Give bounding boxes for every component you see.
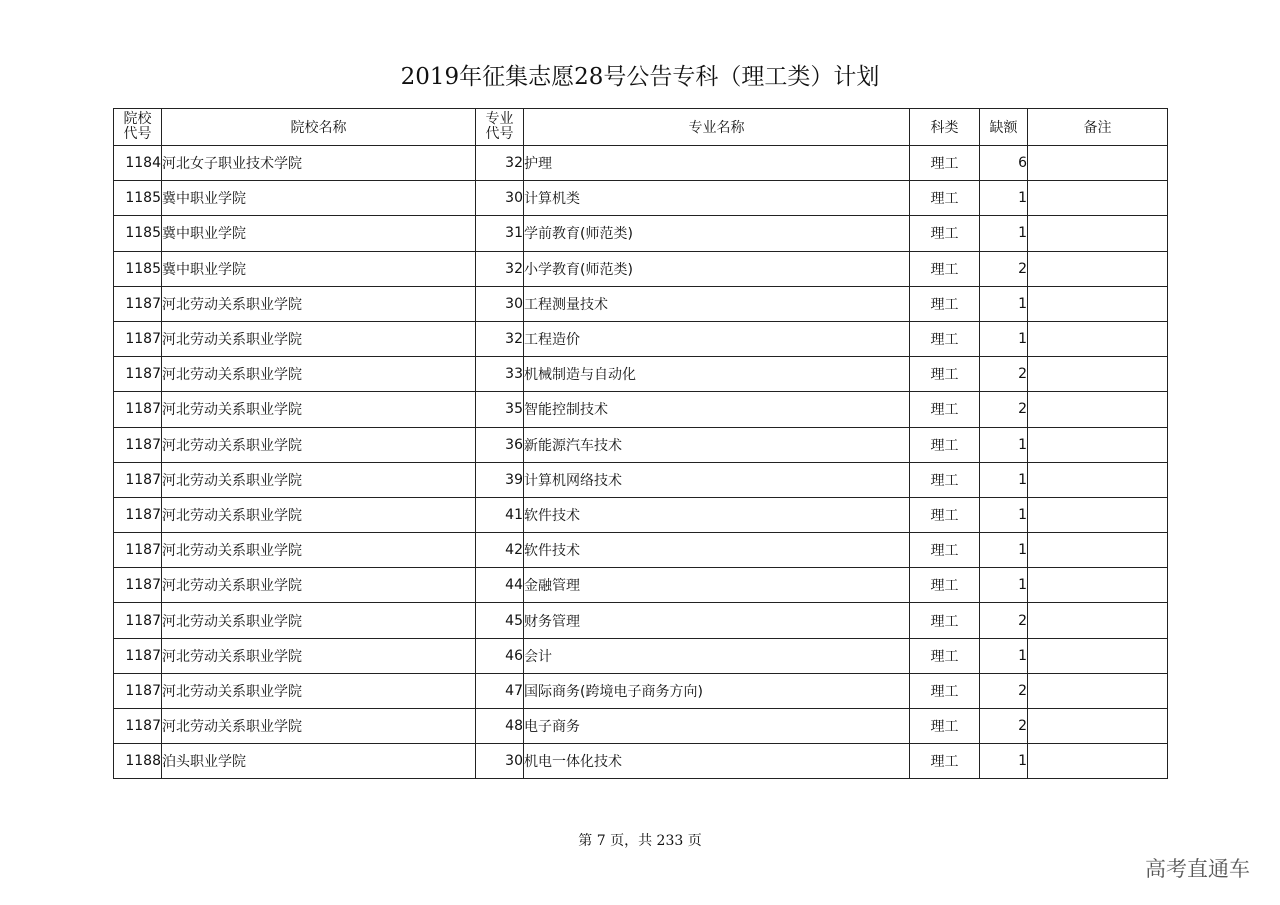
cell-school-name: 河北劳动关系职业学院 [162, 462, 476, 497]
cell-remark [1028, 533, 1168, 568]
cell-category: 理工 [910, 146, 980, 181]
cell-school-code: 1187 [114, 533, 162, 568]
table-row [114, 321, 1168, 356]
cell-major-name: 学前教育(师范类) [524, 216, 910, 251]
table-row [114, 673, 1168, 708]
cell-school-name: 河北劳动关系职业学院 [162, 286, 476, 321]
cell-category: 理工 [910, 251, 980, 286]
cell-category: 理工 [910, 744, 980, 779]
table-row [114, 251, 1168, 286]
cell-school-code: 1187 [114, 568, 162, 603]
table-row [114, 709, 1168, 744]
cell-vacancy: 1 [980, 286, 1028, 321]
cell-category: 理工 [910, 357, 980, 392]
page-title: 2019年征集志愿28号公告专科（理工类）计划 [400, 64, 880, 90]
cell-school-name: 冀中职业学院 [162, 181, 476, 216]
watermark: 高考直通车 [1145, 857, 1250, 881]
cell-major-name: 国际商务(跨境电子商务方向) [524, 673, 910, 708]
cell-major-code: 32 [476, 321, 524, 356]
cell-category: 理工 [910, 709, 980, 744]
cell-major-code: 44 [476, 568, 524, 603]
cell-major-name: 工程测量技术 [524, 286, 910, 321]
cell-category: 理工 [910, 533, 980, 568]
cell-school-name: 河北劳动关系职业学院 [162, 427, 476, 462]
cell-school-name: 泊头职业学院 [162, 744, 476, 779]
cell-school-name: 河北劳动关系职业学院 [162, 568, 476, 603]
cell-vacancy: 2 [980, 251, 1028, 286]
cell-major-code: 31 [476, 216, 524, 251]
cell-school-name: 河北劳动关系职业学院 [162, 497, 476, 532]
cell-vacancy: 2 [980, 603, 1028, 638]
cell-category: 理工 [910, 497, 980, 532]
cell-vacancy: 1 [980, 427, 1028, 462]
cell-vacancy: 1 [980, 181, 1028, 216]
table-row [114, 286, 1168, 321]
table-row [114, 497, 1168, 532]
cell-school-code: 1187 [114, 392, 162, 427]
cell-major-name: 财务管理 [524, 603, 910, 638]
header-school-name: 院校名称 [162, 109, 476, 146]
header-vacancy: 缺额 [980, 109, 1028, 146]
cell-category: 理工 [910, 286, 980, 321]
cell-major-name: 软件技术 [524, 533, 910, 568]
cell-vacancy: 1 [980, 462, 1028, 497]
cell-major-name: 金融管理 [524, 568, 910, 603]
cell-school-code: 1188 [114, 744, 162, 779]
cell-major-code: 42 [476, 533, 524, 568]
cell-vacancy: 6 [980, 146, 1028, 181]
cell-major-name: 工程造价 [524, 321, 910, 356]
cell-school-code: 1187 [114, 709, 162, 744]
cell-school-name: 冀中职业学院 [162, 251, 476, 286]
cell-category: 理工 [910, 427, 980, 462]
cell-remark [1028, 638, 1168, 673]
cell-vacancy: 1 [980, 216, 1028, 251]
cell-school-code: 1187 [114, 286, 162, 321]
cell-major-name: 计算机网络技术 [524, 462, 910, 497]
table-row [114, 462, 1168, 497]
cell-major-code: 30 [476, 181, 524, 216]
cell-category: 理工 [910, 321, 980, 356]
cell-remark [1028, 357, 1168, 392]
cell-remark [1028, 251, 1168, 286]
cell-vacancy: 1 [980, 497, 1028, 532]
cell-remark [1028, 603, 1168, 638]
table-row [114, 427, 1168, 462]
table-row [114, 533, 1168, 568]
cell-major-name: 新能源汽车技术 [524, 427, 910, 462]
table-row [114, 603, 1168, 638]
cell-major-code: 39 [476, 462, 524, 497]
cell-major-name: 护理 [524, 146, 910, 181]
cell-remark [1028, 709, 1168, 744]
cell-school-name: 河北劳动关系职业学院 [162, 357, 476, 392]
cell-remark [1028, 462, 1168, 497]
cell-vacancy: 1 [980, 568, 1028, 603]
cell-school-name: 河北劳动关系职业学院 [162, 321, 476, 356]
cell-category: 理工 [910, 462, 980, 497]
cell-vacancy: 1 [980, 638, 1028, 673]
cell-school-code: 1187 [114, 497, 162, 532]
table-row [114, 744, 1168, 779]
cell-vacancy: 2 [980, 709, 1028, 744]
table-header-row [114, 109, 1168, 146]
cell-school-name: 河北女子职业技术学院 [162, 146, 476, 181]
cell-major-name: 计算机类 [524, 181, 910, 216]
cell-school-code: 1187 [114, 427, 162, 462]
cell-school-name: 河北劳动关系职业学院 [162, 392, 476, 427]
header-school-code: 院校 代号 [114, 109, 162, 146]
cell-remark [1028, 321, 1168, 356]
cell-school-name: 河北劳动关系职业学院 [162, 638, 476, 673]
cell-school-code: 1185 [114, 216, 162, 251]
cell-category: 理工 [910, 638, 980, 673]
cell-school-code: 1187 [114, 462, 162, 497]
table-row [114, 181, 1168, 216]
cell-category: 理工 [910, 568, 980, 603]
cell-major-name: 小学教育(师范类) [524, 251, 910, 286]
table-row [114, 392, 1168, 427]
cell-major-code: 30 [476, 286, 524, 321]
cell-remark [1028, 744, 1168, 779]
cell-major-code: 32 [476, 146, 524, 181]
plan-table [113, 108, 1168, 779]
cell-school-code: 1187 [114, 638, 162, 673]
cell-school-code: 1184 [114, 146, 162, 181]
cell-remark [1028, 146, 1168, 181]
header-major-code: 专业 代号 [476, 109, 524, 146]
cell-school-name: 河北劳动关系职业学院 [162, 533, 476, 568]
header-major-name: 专业名称 [524, 109, 910, 146]
cell-remark [1028, 392, 1168, 427]
header-category: 科类 [910, 109, 980, 146]
cell-school-code: 1187 [114, 673, 162, 708]
cell-remark [1028, 497, 1168, 532]
cell-vacancy: 2 [980, 392, 1028, 427]
cell-school-name: 河北劳动关系职业学院 [162, 673, 476, 708]
cell-remark [1028, 216, 1168, 251]
cell-major-name: 智能控制技术 [524, 392, 910, 427]
cell-major-name: 机电一体化技术 [524, 744, 910, 779]
cell-school-code: 1185 [114, 251, 162, 286]
cell-major-name: 软件技术 [524, 497, 910, 532]
cell-school-code: 1185 [114, 181, 162, 216]
cell-major-code: 33 [476, 357, 524, 392]
cell-major-code: 35 [476, 392, 524, 427]
cell-remark [1028, 427, 1168, 462]
cell-school-name: 河北劳动关系职业学院 [162, 603, 476, 638]
cell-remark [1028, 673, 1168, 708]
cell-school-name: 冀中职业学院 [162, 216, 476, 251]
cell-remark [1028, 181, 1168, 216]
cell-category: 理工 [910, 181, 980, 216]
cell-major-code: 45 [476, 603, 524, 638]
table-row [114, 638, 1168, 673]
cell-school-name: 河北劳动关系职业学院 [162, 709, 476, 744]
cell-vacancy: 2 [980, 673, 1028, 708]
header-remark: 备注 [1028, 109, 1168, 146]
cell-remark [1028, 286, 1168, 321]
cell-vacancy: 1 [980, 321, 1028, 356]
cell-category: 理工 [910, 392, 980, 427]
table-row [114, 357, 1168, 392]
cell-school-code: 1187 [114, 321, 162, 356]
cell-vacancy: 2 [980, 357, 1028, 392]
cell-major-code: 30 [476, 744, 524, 779]
cell-school-code: 1187 [114, 603, 162, 638]
page-footer: 第 7 页，共 233 页 [578, 833, 702, 849]
cell-category: 理工 [910, 216, 980, 251]
table-row [114, 146, 1168, 181]
table-row [114, 216, 1168, 251]
cell-major-code: 32 [476, 251, 524, 286]
cell-category: 理工 [910, 603, 980, 638]
cell-remark [1028, 568, 1168, 603]
cell-category: 理工 [910, 673, 980, 708]
table-row [114, 568, 1168, 603]
cell-major-name: 电子商务 [524, 709, 910, 744]
cell-major-name: 会计 [524, 638, 910, 673]
cell-vacancy: 1 [980, 744, 1028, 779]
cell-major-name: 机械制造与自动化 [524, 357, 910, 392]
cell-vacancy: 1 [980, 533, 1028, 568]
cell-major-code: 47 [476, 673, 524, 708]
cell-major-code: 41 [476, 497, 524, 532]
cell-major-code: 46 [476, 638, 524, 673]
cell-school-code: 1187 [114, 357, 162, 392]
cell-major-code: 48 [476, 709, 524, 744]
cell-major-code: 36 [476, 427, 524, 462]
